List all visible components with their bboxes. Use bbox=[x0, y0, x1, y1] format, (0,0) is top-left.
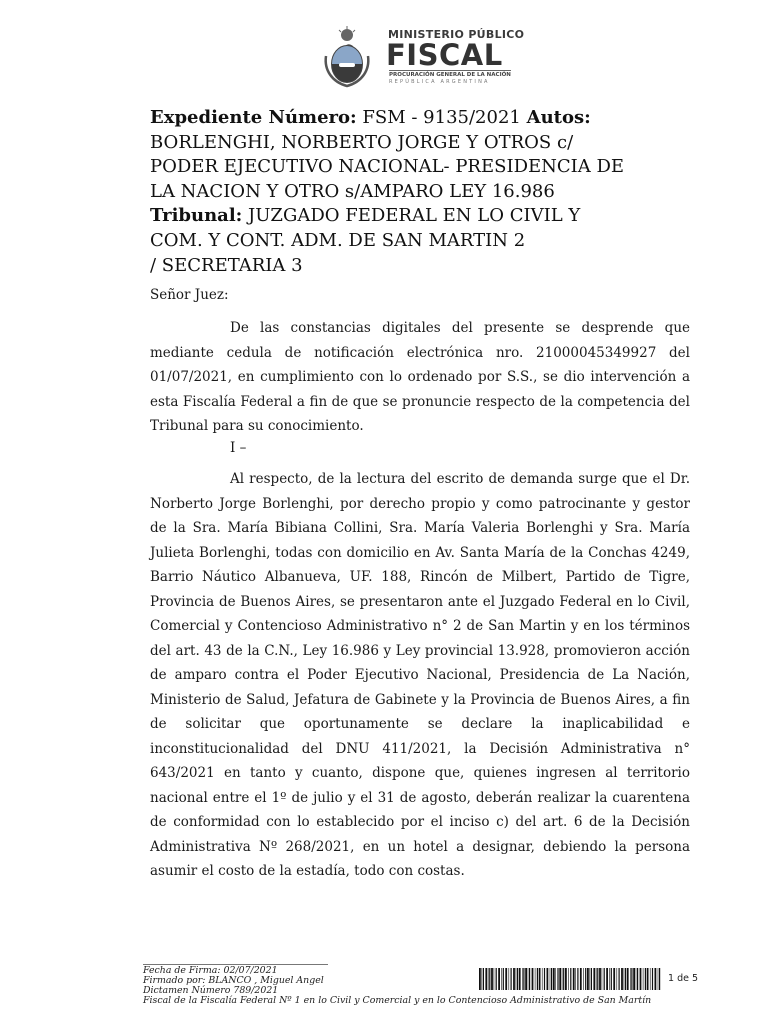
ministerio-publico-fiscal-logo bbox=[318, 24, 528, 92]
fiscal-line: Fiscal de la Fiscalía Federal Nº 1 en lo Civil y Comercial y en lo Contencioso Administrativo de San Martín bbox=[143, 995, 652, 1006]
case-header bbox=[150, 106, 690, 278]
ministerio-publico-text: MINISTERIO PÚBLICO bbox=[388, 28, 525, 41]
signature-footer bbox=[143, 962, 718, 1012]
section-marker: I – bbox=[230, 440, 247, 456]
fecha-firma: Fecha de Firma: 02/07/2021 bbox=[143, 965, 278, 976]
republica-argentina-text: REPÚBLICA ARGENTINA bbox=[389, 79, 490, 85]
expediente-line bbox=[150, 106, 690, 131]
autos-line: PODER EJECUTIVO NACIONAL- PRESIDENCIA DE bbox=[150, 156, 625, 178]
expediente-number: FSM - 9135/2021 bbox=[362, 107, 521, 128]
tribunal-line bbox=[150, 204, 690, 229]
tribunal-line: / SECRETARIA 3 bbox=[150, 254, 303, 276]
procuracion-general-text: PROCURACIÓN GENERAL DE LA NACIÓN bbox=[389, 72, 511, 78]
tribunal-name: JUZGADO FEDERAL EN LO CIVIL Y bbox=[248, 205, 581, 227]
fiscal-wordmark: FISCAL bbox=[386, 38, 503, 72]
tribunal-label: Tribunal: bbox=[150, 205, 243, 227]
expediente-label: Expediente Número: bbox=[150, 107, 357, 128]
tribunal-line: COM. Y CONT. ADM. DE SAN MARTIN 2 bbox=[150, 229, 526, 251]
autos-label: Autos: bbox=[526, 107, 591, 128]
dictamen-numero: Dictamen Número 789/2021 bbox=[143, 985, 279, 996]
body-paragraph: Al respecto, de la lectura del escrito de demanda surge que el Dr. Norberto Jorge Borlenghi, por derecho propio y como patrocinante y gestor de la Sra. María Bibiana Collini, Sra. María Valeria Borlenghi y Sra. María Julieta Borlenghi, todas con domicilio en Av. Santa María de la Conchas 4249, Barrio Náutico Albanueva, UF. 188, Rincón de Milbert, Partido de Tigre, Provincia de Buenos Aires, se presentaron ante el Juzgado Federal en lo Civil, Comercial y Contencioso Administrativo n° 2 de San Martin y en los términos del art. 43 de la C.N., Ley 16.986 y Ley provincial 13.928, promovieron acción de amparo contra el Poder Ejecutivo Nacional, Presidencia de La Nación, Ministerio de Salud, Jefatura de Gabinete y la Provincia de Buenos Aires, a fin de solicitar que oportunamente se declare la inaplicabilidad e inconstitucionalidad del DNU 411/2021, la Decisión Administrativa n° 643/2021 en tanto y cuanto, dispone que, quienes ingresen al territorio nacional entre el 1º de julio y el 31 de agosto, deberán realizar la cuarentena de conformidad con lo establecido por el inciso c) del art. 6 de la Decisión Administrativa Nº 268/2021, en un hotel a designar, debiendo la persona asumir el costo de la estadía, todo con costas. bbox=[150, 471, 690, 879]
coat-of-arms-icon bbox=[318, 26, 376, 88]
firmado-por: Firmado por: BLANCO , Miguel Angel bbox=[143, 975, 324, 986]
page-number: 1 de 5 bbox=[668, 973, 699, 984]
autos-line: BORLENGHI, NORBERTO JORGE Y OTROS c/ bbox=[150, 131, 574, 153]
salutation: Señor Juez: bbox=[150, 287, 229, 303]
autos-line: LA NACION Y OTRO s/AMPARO LEY 16.986 bbox=[150, 180, 555, 202]
barcode-icon bbox=[479, 968, 661, 990]
body-paragraph: De las constancias digitales del presente se desprende que mediante cedula de notificación electrónica nro. 21000045349927 del 01/07/2021, en cumplimiento con lo ordenado por S.S., se dio intervención a esta Fiscalía Federal a fin de que se pronuncie respecto de la competencia del Tribunal para su conocimiento. bbox=[150, 320, 690, 434]
